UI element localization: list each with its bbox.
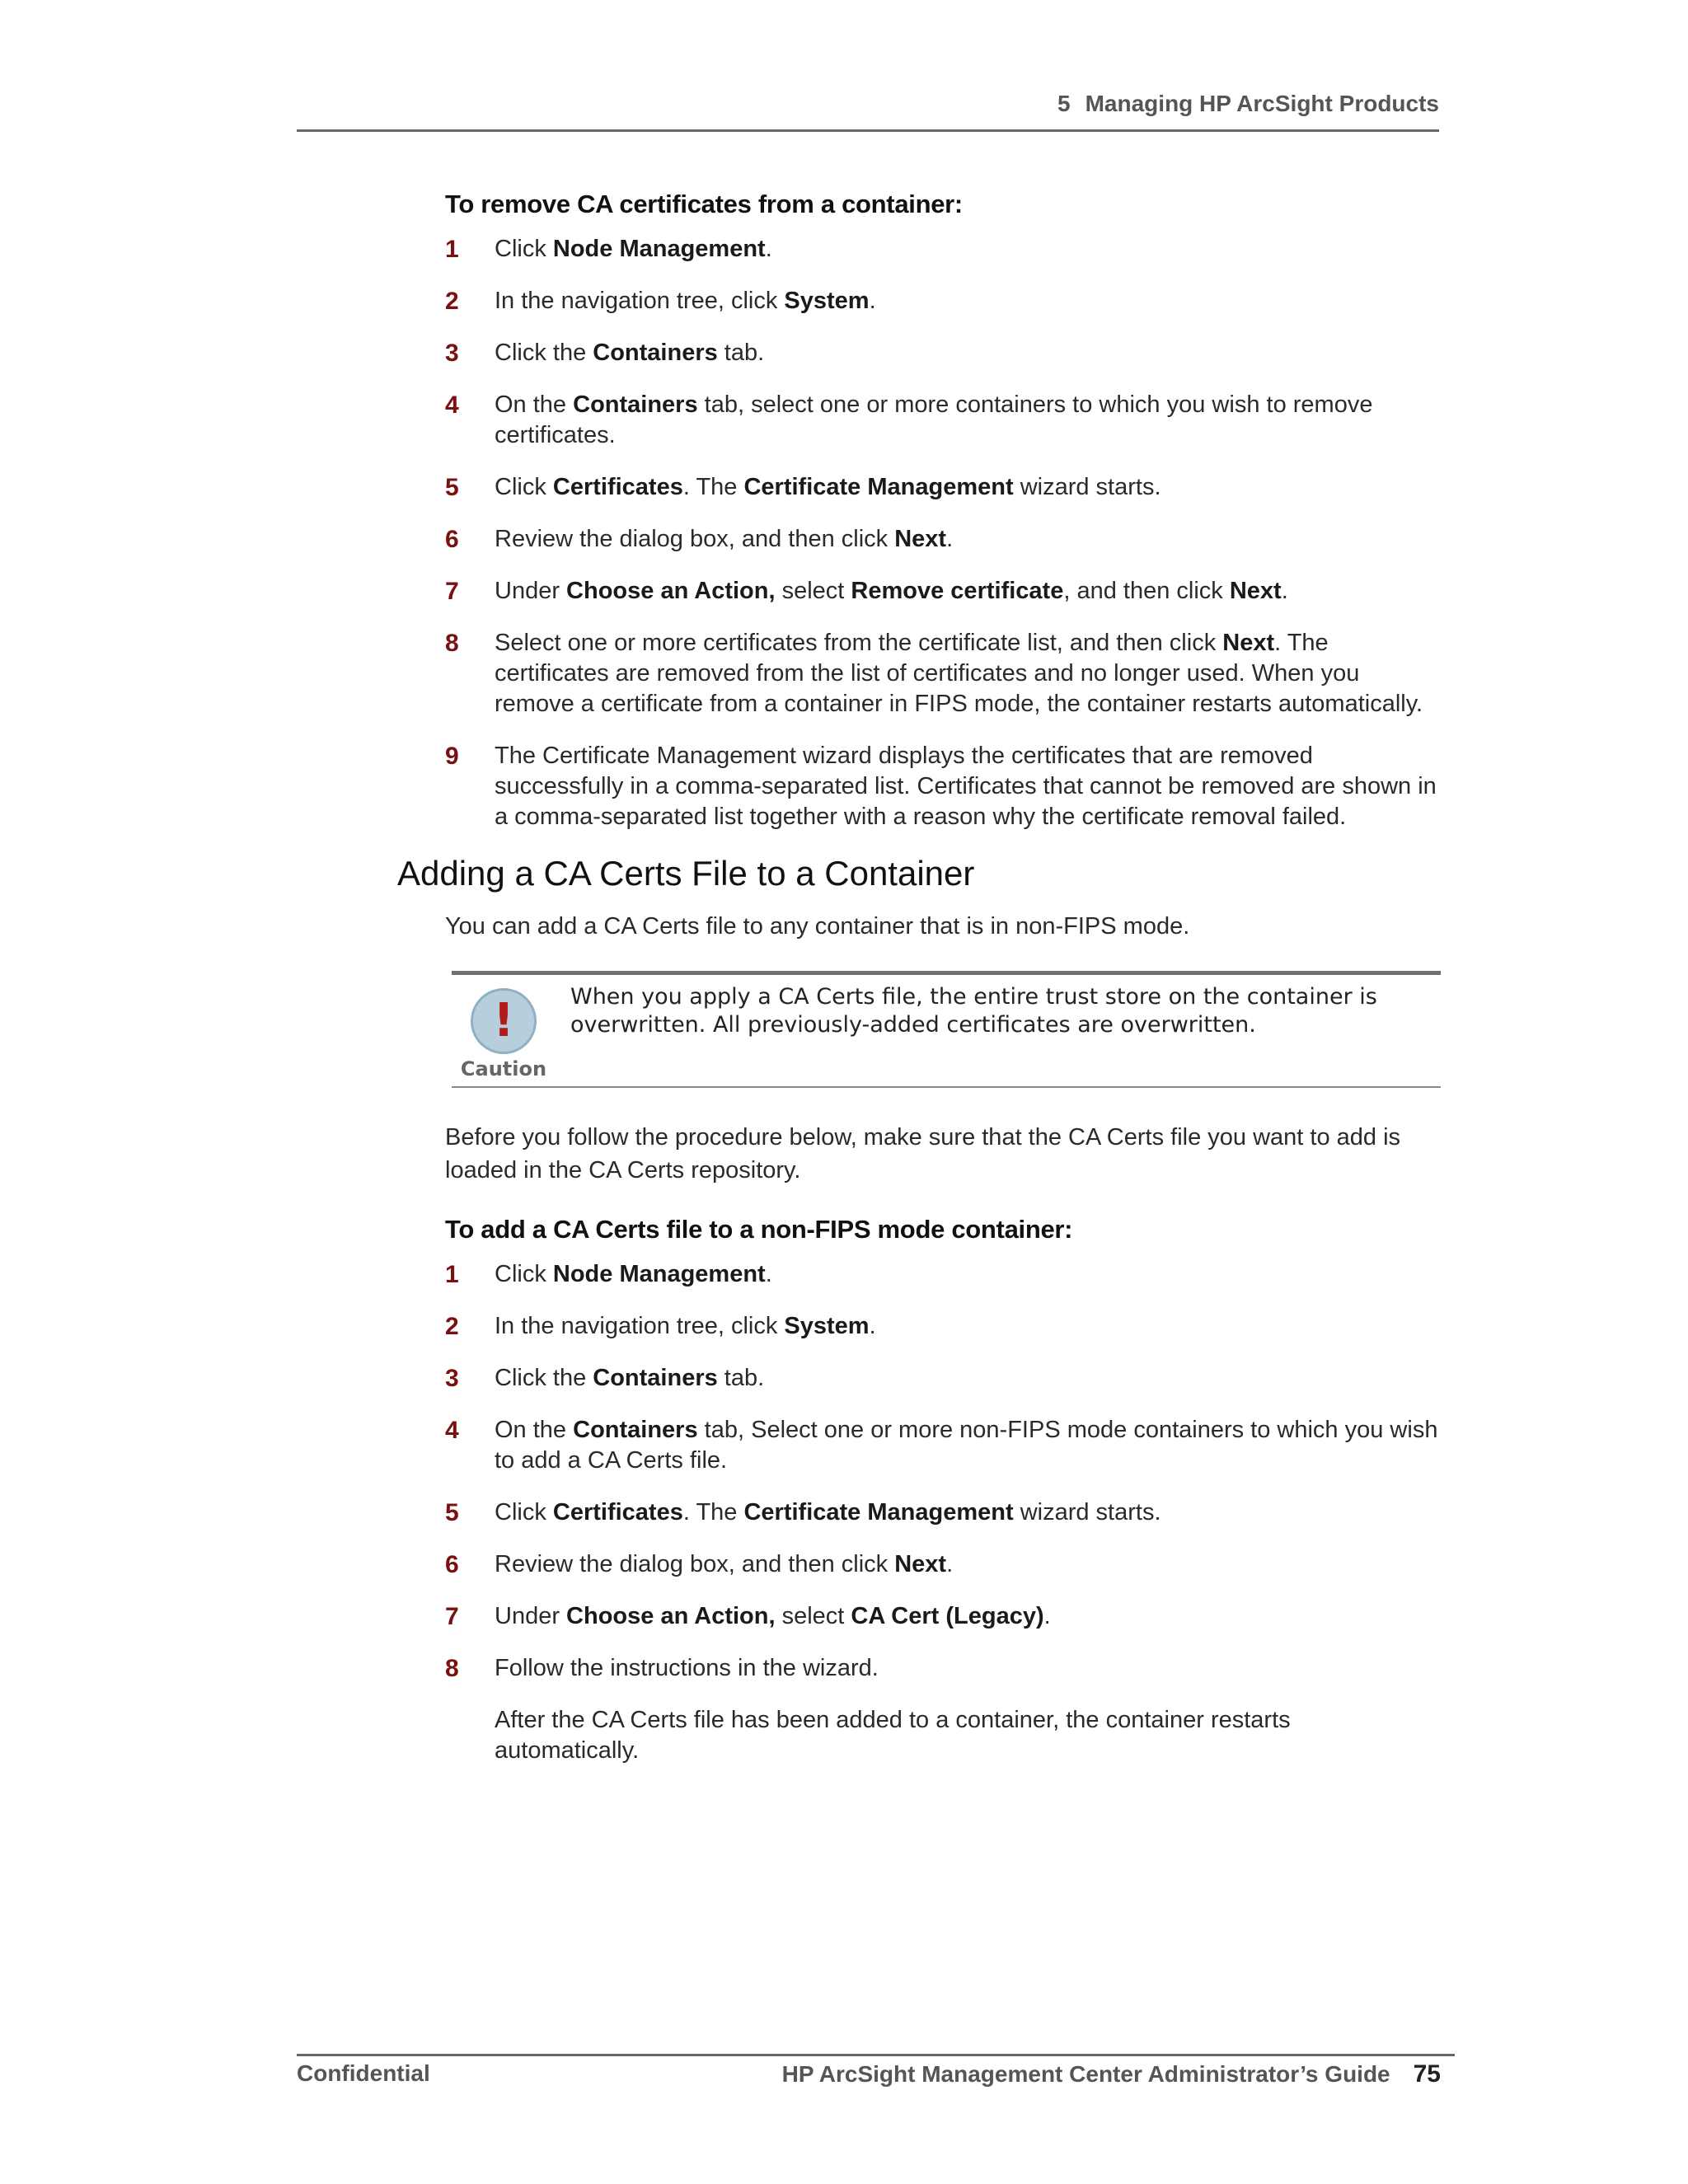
step-item (445, 741, 1439, 832)
step-text: In the navigation tree, click System. (495, 288, 876, 314)
section-intro: You can add a CA Certs file to any container that is in non-FIPS mode. (445, 913, 1190, 940)
step-item (445, 1363, 1439, 1394)
step-item (445, 628, 1439, 719)
step-note (445, 1705, 1439, 1766)
procedure-title-remove: To remove CA certificates from a container: (445, 190, 963, 218)
step-number: 5 (445, 474, 459, 501)
step-text: On the Containers tab, select one or more containers to which you wish to remove certificates. (495, 391, 1373, 448)
procedure-steps-remove (445, 234, 1439, 832)
section-heading: Adding a CA Certs File to a Container (397, 854, 975, 893)
caution-label: Caution (460, 1057, 547, 1080)
procedure-title-add: To add a CA Certs file to a non-FIPS mode container: (445, 1215, 1073, 1244)
step-number: 4 (445, 391, 459, 419)
step-text: Review the dialog box, and then click Next. (495, 1551, 954, 1577)
step-item (445, 576, 1439, 607)
step-text: Under Choose an Action, select Remove certificate, and then click Next. (495, 578, 1288, 604)
step-text: Click the Containers tab. (495, 1365, 765, 1391)
step-number: 4 (445, 1417, 459, 1444)
step-text: Follow the instructions in the wizard. (495, 1655, 879, 1681)
step-item (445, 1549, 1439, 1580)
header-rule (297, 129, 1439, 132)
step-number: 9 (445, 743, 459, 770)
step-text: Click the Containers tab. (495, 340, 765, 366)
step-text: Click Certificates. The Certificate Management wizard starts. (495, 474, 1161, 500)
caution-box (452, 971, 1441, 1088)
step-item (445, 234, 1439, 265)
caution-icon-group (458, 988, 549, 1080)
page-number: 75 (1413, 2060, 1441, 2088)
step-number: 1 (445, 236, 459, 263)
step-number: 2 (445, 288, 459, 315)
procedure-steps-add (445, 1259, 1439, 1766)
step-item (445, 286, 1439, 316)
step-text: Click Certificates. The Certificate Management wizard starts. (495, 1499, 1161, 1526)
step-number: 1 (445, 1261, 459, 1288)
step-number: 8 (445, 1655, 459, 1682)
step-number: 8 (445, 630, 459, 657)
chapter-number: 5 (1057, 91, 1071, 116)
step-item (445, 1497, 1439, 1528)
step-number: 3 (445, 1365, 459, 1392)
footer-rule (297, 2054, 1455, 2056)
before-paragraph: Before you follow the procedure below, make sure that the CA Certs file you want to add is loaded in the CA Certs repository. (445, 1124, 1401, 1183)
step-number: 3 (445, 340, 459, 367)
step-text: On the Containers tab, Select one or more non-FIPS mode containers to which you wish to add a CA Certs file. (495, 1417, 1438, 1474)
step-item (445, 524, 1439, 555)
step-number: 6 (445, 1551, 459, 1578)
step-text: Click Node Management. (495, 236, 772, 262)
footer-guide-title (782, 2060, 1441, 2088)
step-number: 6 (445, 526, 459, 553)
exclamation-icon: ! (471, 988, 537, 1054)
step-number: 7 (445, 578, 459, 605)
step-text: Select one or more certificates from the certificate list, and then click Next. The certificates are removed from the list of certificates and no longer used. When you remove a certificate from a container in FIPS mode, the container restarts automatically. (495, 630, 1423, 717)
step-number: 2 (445, 1313, 459, 1340)
guide-title: HP ArcSight Management Center Administrator’s Guide (781, 2061, 1390, 2087)
chapter-title: Managing HP ArcSight Products (1085, 91, 1439, 116)
after-note: After the CA Certs file has been added to a container, the container restarts automatically. (495, 1707, 1291, 1764)
step-text: In the navigation tree, click System. (495, 1313, 876, 1339)
step-text: Review the dialog box, and then click Next. (495, 526, 954, 552)
content-column (397, 190, 1439, 1788)
step-text: Click Node Management. (495, 1261, 772, 1287)
step-item (445, 338, 1439, 368)
step-number: 5 (445, 1499, 459, 1526)
step-item (445, 1653, 1439, 1684)
step-item (445, 1601, 1439, 1632)
step-item (445, 1259, 1439, 1290)
step-item (445, 1415, 1439, 1476)
running-header (297, 91, 1439, 117)
step-text: Under Choose an Action, select CA Cert (Legacy). (495, 1603, 1051, 1629)
footer-confidential: Confidential (297, 2060, 430, 2086)
step-text: The Certificate Management wizard displays the certificates that are removed successfully in a comma-separated list. Certificates that cannot be removed are shown in a comma-separated list together with a reason why the certificate removal failed. (495, 743, 1437, 830)
step-item (445, 1311, 1439, 1342)
caution-text: When you apply a CA Certs file, the entire trust store on the container is overwritten. All previously-added certificates are overwritten. (570, 984, 1377, 1038)
step-item (445, 472, 1439, 503)
step-item (445, 390, 1439, 451)
step-number: 7 (445, 1603, 459, 1630)
